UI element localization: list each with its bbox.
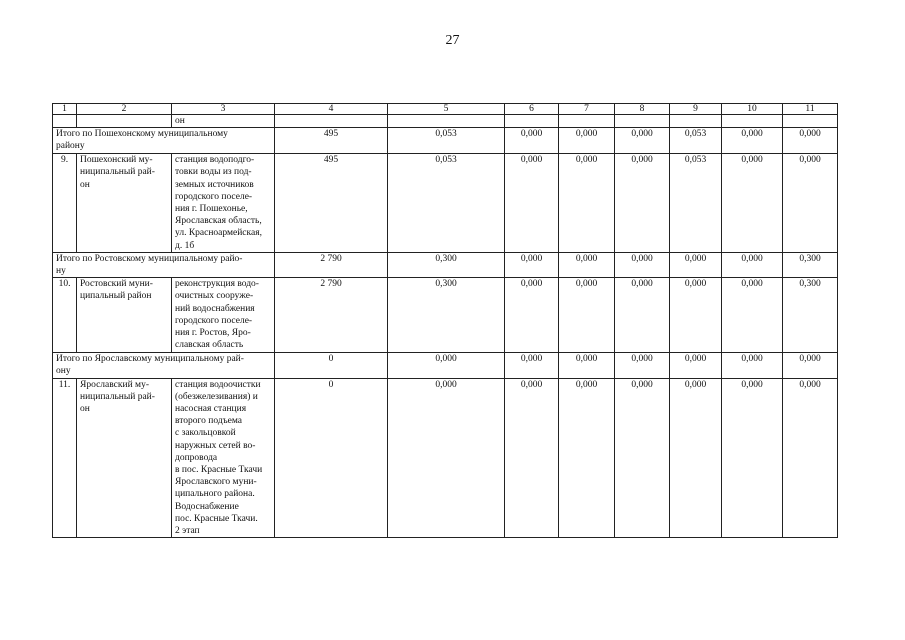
row-number: 10. [53, 278, 77, 353]
value-cell: 0,000 [783, 353, 838, 378]
header-cell: 9 [670, 104, 722, 115]
header-cell: 2 [77, 104, 172, 115]
value-cell: 0,300 [388, 252, 505, 277]
row-number: 9. [53, 154, 77, 253]
value-cell: 0,000 [559, 128, 615, 154]
value-cell: 0,000 [722, 353, 783, 378]
municipality-cell: Пошехонский му- ниципальный рай- он [77, 154, 172, 253]
header-cell: 5 [388, 104, 505, 115]
value-cell: 0,000 [559, 353, 615, 378]
value-cell: 0,000 [615, 278, 670, 353]
value-cell: 0,300 [783, 278, 838, 353]
value-cell: 0,000 [670, 353, 722, 378]
item-row [53, 154, 838, 253]
data-table [52, 103, 838, 538]
value-cell: 0,300 [388, 278, 505, 353]
continuation-text: он [172, 115, 275, 128]
value-cell: 0,000 [615, 128, 670, 154]
municipality-cell: Ростовский муни- ципальный район [77, 278, 172, 353]
value-cell: 0,000 [722, 154, 783, 253]
row-number: 11. [53, 378, 77, 538]
value-cell: 495 [275, 154, 388, 253]
value-cell: 495 [275, 128, 388, 154]
value-cell: 0,000 [722, 278, 783, 353]
total-row [53, 128, 838, 154]
value-cell: 0,000 [505, 353, 559, 378]
value-cell: 0,053 [388, 154, 505, 253]
value-cell: 0,300 [783, 252, 838, 277]
value-cell: 0,000 [722, 378, 783, 538]
value-cell: 0,000 [670, 278, 722, 353]
value-cell: 0,000 [615, 353, 670, 378]
value-cell: 0,053 [670, 128, 722, 154]
total-label: Итого по Ярославскому муниципальному рай- ону [53, 353, 275, 378]
value-cell: 0,000 [559, 378, 615, 538]
value-cell: 0,000 [559, 154, 615, 253]
value-cell: 0,000 [559, 278, 615, 353]
value-cell: 0 [275, 353, 388, 378]
total-row [53, 353, 838, 378]
value-cell: 0,000 [559, 252, 615, 277]
page-number: 27 [445, 33, 460, 48]
value-cell: 0,000 [783, 154, 838, 253]
value-cell: 0,053 [388, 128, 505, 154]
total-row [53, 252, 838, 277]
value-cell: 0,000 [505, 128, 559, 154]
total-label: Итого по Ростовскому муниципальному райо- ну [53, 252, 275, 277]
header-cell: 3 [172, 104, 275, 115]
object-cell: реконструкция водо- очистных сооруже- ний водоснабжения городского поселе- ния г. Ростов, Яро- славская область [172, 278, 275, 353]
continuation-row [53, 115, 838, 128]
municipality-cell: Ярославский му- ниципальный рай- он [77, 378, 172, 538]
value-cell: 0,000 [722, 128, 783, 154]
header-row [53, 104, 838, 115]
value-cell: 0,000 [670, 252, 722, 277]
item-row [53, 278, 838, 353]
item-row [53, 378, 838, 538]
value-cell: 0 [275, 378, 388, 538]
value-cell: 0,000 [388, 378, 505, 538]
header-cell: 4 [275, 104, 388, 115]
value-cell: 0,000 [505, 252, 559, 277]
value-cell: 0,000 [670, 378, 722, 538]
total-label: Итого по Пошехонскому муниципальному району [53, 128, 275, 154]
header-cell: 11 [783, 104, 838, 115]
value-cell: 0,000 [388, 353, 505, 378]
value-cell: 2 790 [275, 278, 388, 353]
value-cell: 0,000 [615, 378, 670, 538]
object-cell: станция водоочистки (обезжелезивания) и насосная станция второго подъема с закольцовкой наружных сетей во- допровода в пос. Красные Ткачи Ярославского муни- ципального района. Водоснабжение пос. Красные Ткачи. 2 этап [172, 378, 275, 538]
value-cell: 0,000 [783, 378, 838, 538]
header-cell: 8 [615, 104, 670, 115]
value-cell: 0,000 [505, 278, 559, 353]
value-cell: 0,000 [615, 154, 670, 253]
header-cell: 10 [722, 104, 783, 115]
header-cell: 6 [505, 104, 559, 115]
value-cell: 0,053 [670, 154, 722, 253]
header-cell: 1 [53, 104, 77, 115]
value-cell: 2 790 [275, 252, 388, 277]
value-cell: 0,000 [505, 378, 559, 538]
value-cell: 0,000 [783, 128, 838, 154]
value-cell: 0,000 [722, 252, 783, 277]
object-cell: станция водоподго- товки воды из под- земных источников городского поселе- ния г. Пошехонье, Ярославская область, ул. Красноармейская, д. 1б [172, 154, 275, 253]
value-cell: 0,000 [615, 252, 670, 277]
header-cell: 7 [559, 104, 615, 115]
value-cell: 0,000 [505, 154, 559, 253]
